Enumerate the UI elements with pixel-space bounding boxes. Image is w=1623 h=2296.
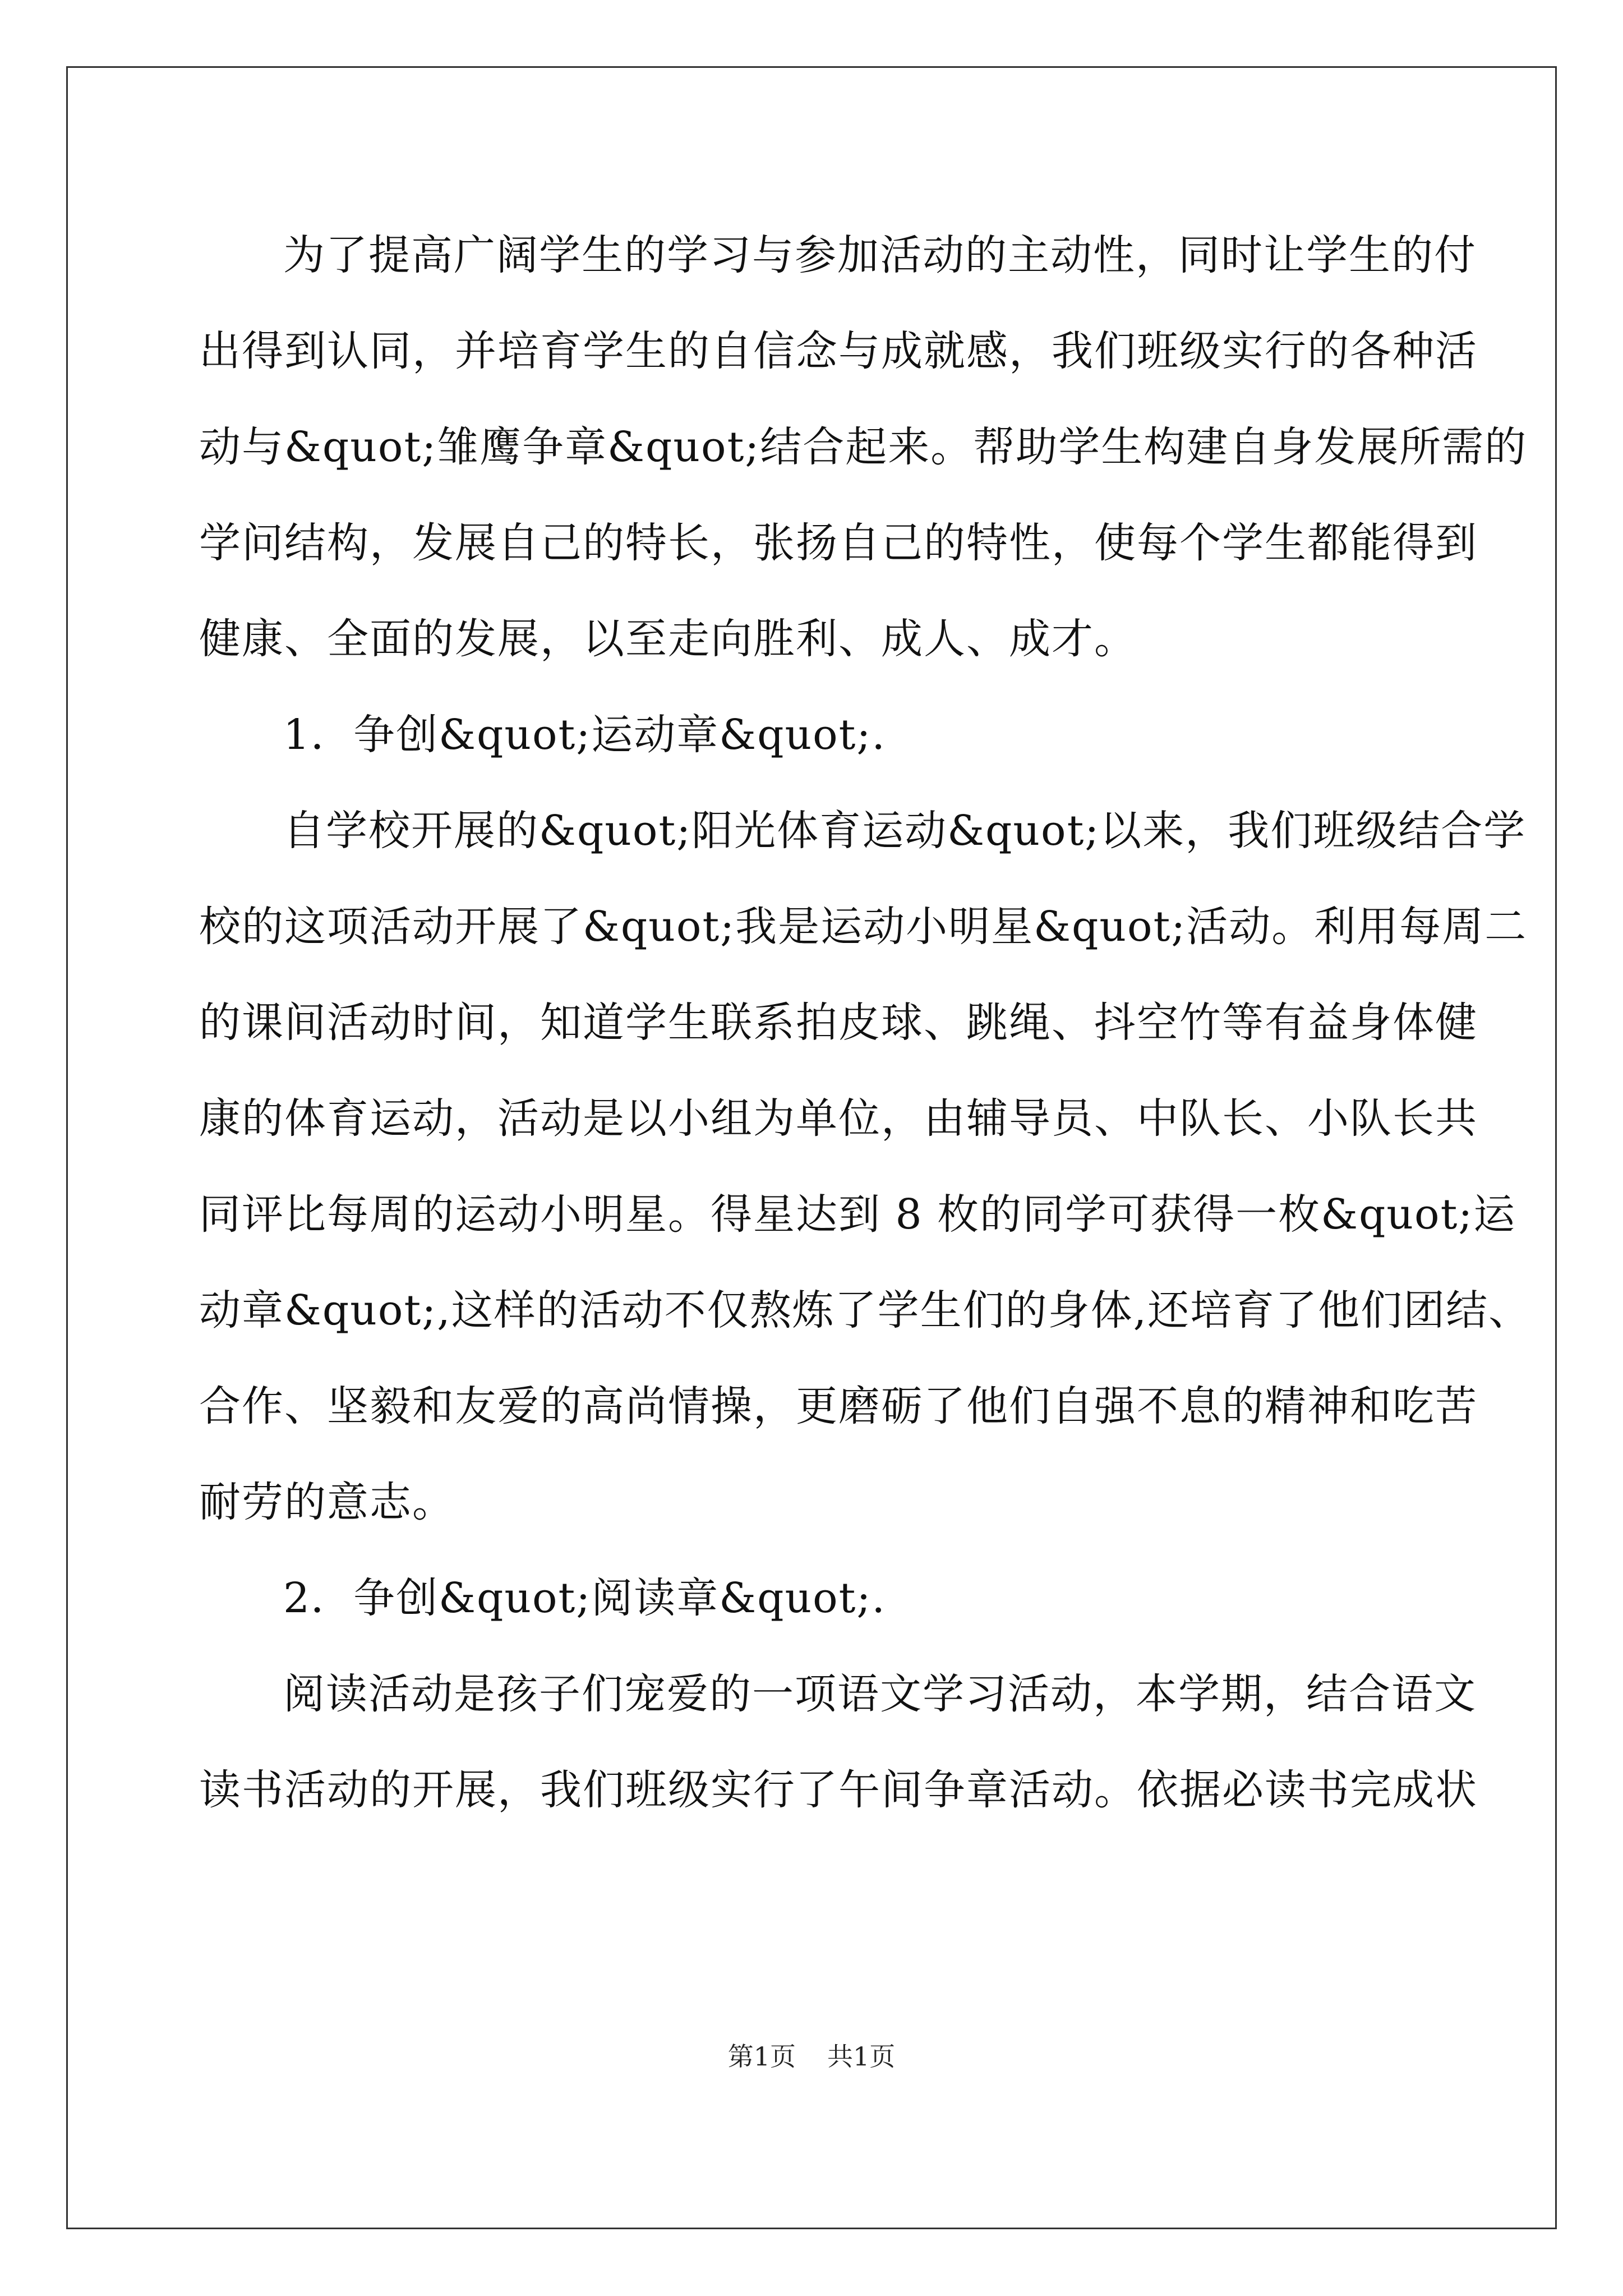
text-line: 耐劳的意志。 bbox=[199, 1478, 455, 1526]
text-line: 校的这项活动开展了&quot;我是运动小明星&quot;活动。利用每周二 bbox=[199, 903, 1528, 951]
text-line: 同评比每周的运动小明星。得星达到 8 枚的同学可获得一枚&quot;运 bbox=[199, 1190, 1516, 1239]
page-total: 共1页 bbox=[827, 2041, 896, 2072]
text-line: 健康、全面的发展，以至走向胜利、成人、成才。 bbox=[199, 615, 1137, 663]
section-heading: 2．争创&quot;阅读章&quot;. bbox=[283, 1574, 886, 1622]
text-line: 的课间活动时间，知道学生联系拍皮球、跳绳、抖空竹等有益身体健 bbox=[199, 999, 1478, 1047]
text-line: 阅读活动是孩子们宠爱的一项语文学习活动，本学期，结合语文 bbox=[283, 1670, 1477, 1718]
text-line: 为了提高广阔学生的学习与参加活动的主动性，同时让学生的付 bbox=[283, 231, 1477, 279]
document-body bbox=[199, 208, 1532, 1838]
text-line: 学问结构，发展自己的特长，张扬自己的特性，使每个学生都能得到 bbox=[199, 519, 1478, 567]
page-footer bbox=[0, 2036, 1623, 2073]
text-line: 自学校开展的&quot;阳光体育运动&quot;以来，我们班级结合学 bbox=[283, 807, 1527, 855]
section-heading: 1．争创&quot;运动章&quot;. bbox=[283, 711, 886, 759]
text-line: 康的体育运动，活动是以小组为单位，由辅导员、中队长、小队长共 bbox=[199, 1094, 1478, 1143]
page-number: 第1页 bbox=[727, 2041, 796, 2072]
text-line: 出得到认同，并培育学生的自信念与成就感，我们班级实行的各种活 bbox=[199, 327, 1478, 375]
text-line: 动章&quot;,这样的活动不仅熬炼了学生们的身体,还培育了他们团结、 bbox=[199, 1286, 1532, 1335]
text-line: 动与&quot;雏鹰争章&quot;结合起来。帮助学生构建自身发展所需的 bbox=[199, 423, 1528, 471]
text-line: 读书活动的开展，我们班级实行了午间争章活动。依据必读书完成状 bbox=[199, 1766, 1478, 1814]
text-line: 合作、坚毅和友爱的高尚情操，更磨砺了他们自强不息的精神和吃苦 bbox=[199, 1382, 1478, 1430]
